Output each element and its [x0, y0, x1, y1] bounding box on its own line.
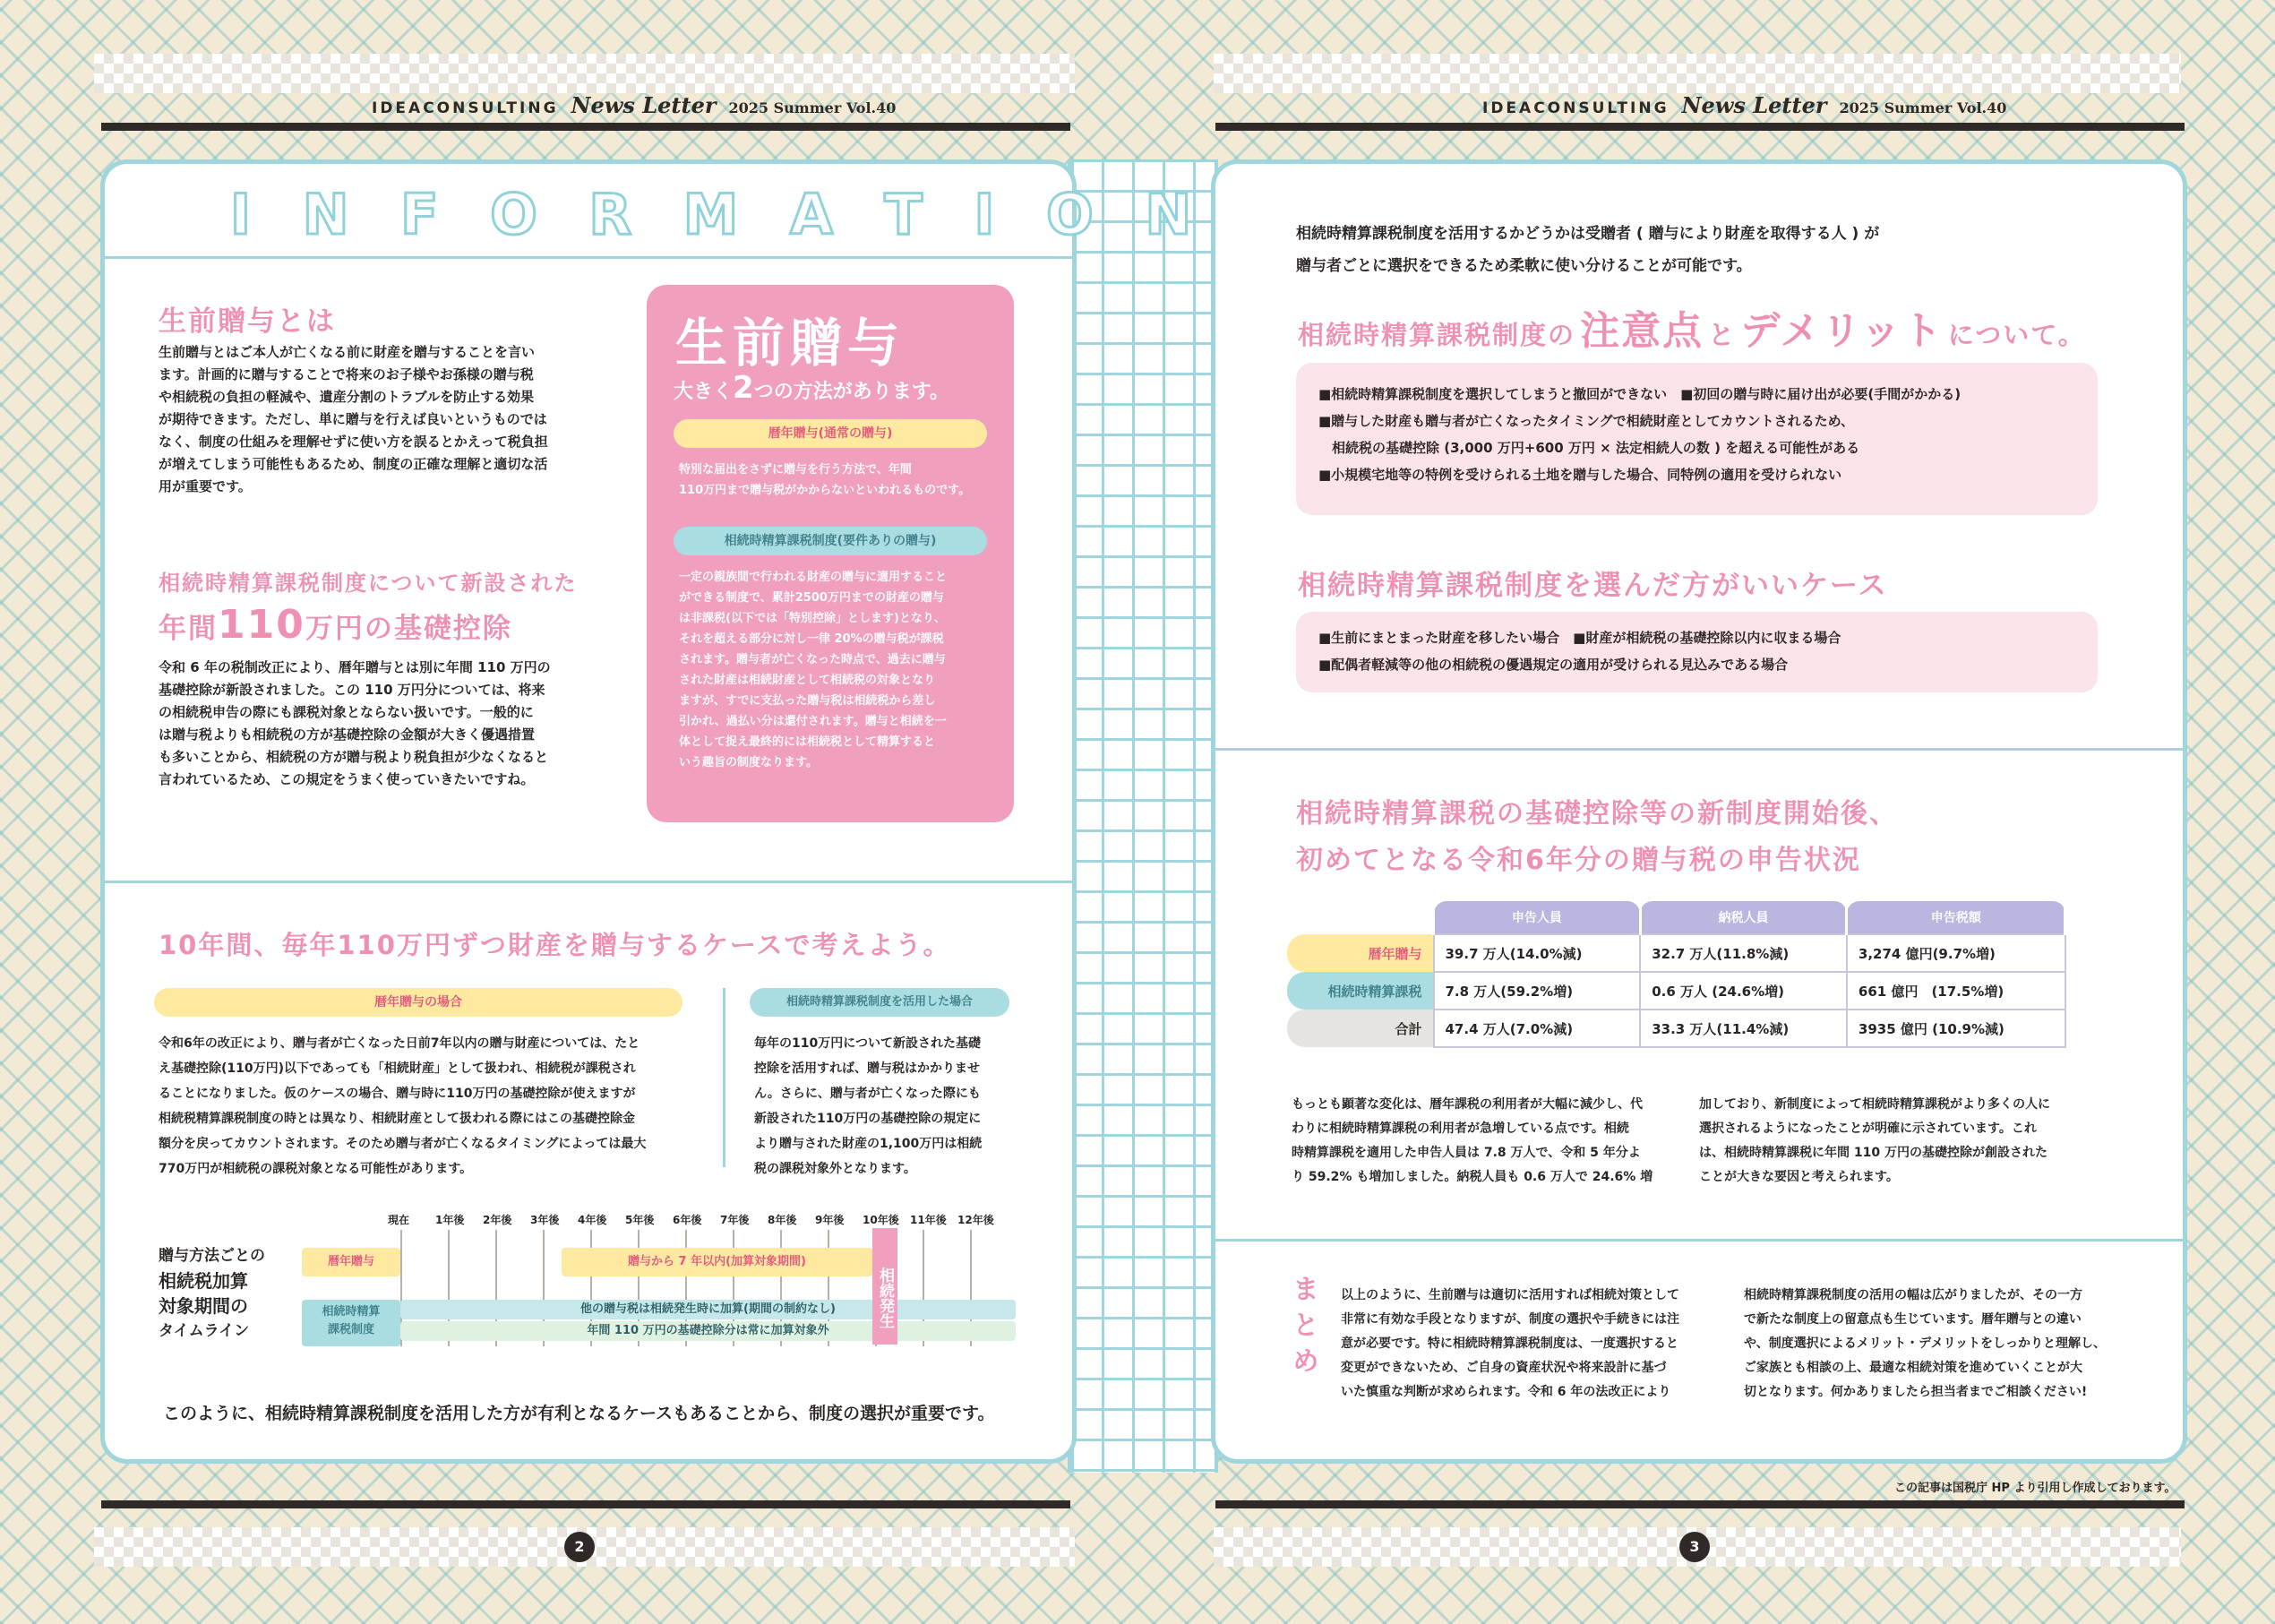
timeline-bar-calendar-period: 贈与から 7 年以内(加算対象期間)	[562, 1248, 872, 1276]
brand-name: IDEACONSULTING	[1482, 99, 1670, 117]
footer-rule-right	[1215, 1500, 2185, 1508]
timeline-tick-label: 現在	[388, 1214, 410, 1226]
header-left	[372, 92, 896, 118]
table-row	[1287, 1010, 2065, 1047]
volume-label: 2025 Summer Vol.40	[728, 99, 897, 116]
timeline-tick-label: 1年後	[435, 1214, 465, 1226]
timeline-bar-settlement-label: 相続時精算 課税制度	[302, 1300, 400, 1346]
table-corner	[1287, 901, 1434, 934]
table-row	[1287, 972, 2065, 1010]
filing-status-table	[1287, 901, 2066, 1048]
timeline-tick-label: 9年後	[815, 1214, 845, 1226]
table-cell: 3935 億円 (10.9%減)	[1847, 1010, 2065, 1047]
gift-methods-card	[647, 285, 1014, 822]
row-label: 合計	[1287, 1010, 1434, 1047]
volume-label: 2025 Summer Vol.40	[1839, 99, 2007, 116]
table-cell: 7.8 万人(59.2%増)	[1434, 972, 1641, 1010]
section-heading-case-study: 10年間、毎年110万円ずつ財産を贈与するケースで考えよう。	[159, 930, 951, 960]
table-cell: 661 億円 (17.5%増)	[1847, 972, 2065, 1010]
heading-filing-status: 相続時精算課税の基礎控除等の新制度開始後、 初めてとなる令和6年分の贈与税の申告状況	[1296, 798, 1898, 876]
table-cell: 32.7 万人(11.8%減)	[1640, 934, 1847, 972]
right-panel	[1211, 159, 2187, 1464]
table-cell: 33.3 万人(11.4%減)	[1640, 1010, 1847, 1047]
section-divider	[105, 881, 1072, 883]
conclusion-text: このように、相続時精算課税制度を活用した方が有利となるケースもあることから、制度の選択が重要です。	[163, 1404, 995, 1423]
page-number-left: 2	[564, 1532, 595, 1562]
binding-grid	[1068, 159, 1218, 1473]
summary-col-a: 以上のように、生前贈与は適切に活用すれば相続対策として 非常に有効な手段となりますが、制度の選択や手続きには注 意が必要です。特に相続時精算課税制度は、一度選択すると 変更ができないため、ご自身の資産状況や将来設計に基づ いた慎重な判断が求められます。令和 6 年の法改正により	[1341, 1288, 1679, 1399]
timeline-tick-label: 7年後	[720, 1214, 750, 1226]
checker-strip-top-left	[94, 54, 1075, 93]
recommended-cases-box	[1296, 612, 2098, 692]
heading-recommended-cases: 相続時精算課税制度を選んだ方がいいケース	[1298, 570, 1888, 602]
timeline-bar-settlement-addition: 他の贈与税は相続発生時に加算(期間の制約なし)	[400, 1300, 1016, 1319]
pill-settlement-taxation: 相続時精算課税制度(要件ありの贈与)	[674, 527, 987, 555]
newsletter-logo: News Letter	[1681, 92, 1827, 118]
section-body-what-is-gift: 生前贈与とはご本人が亡くなる前に財産を贈与することを言い ます。計画的に贈与することで将来のお子様やお孫様の贈与税 や相続税の負担の軽減や、遺産分割のトラブルを防止する効果 が期待できます。ただし、単に贈与を行えば良いというものでは なく、制度の仕組みを理解せずに使い方を誤るとかえって税負担 が増えてしまう可能性もあるため、制度の正確な理解と適切な活 用が重要です。	[159, 344, 548, 494]
case-column-divider	[723, 988, 725, 1167]
table-cell: 0.6 万人 (24.6%増)	[1640, 972, 1847, 1010]
row-label: 暦年贈与	[1287, 934, 1434, 972]
brand-name: IDEACONSULTING	[372, 99, 559, 117]
timeline-tick-label: 3年後	[530, 1214, 560, 1226]
table-header: 申告税額	[1847, 901, 2065, 934]
pill-calendar-gift: 暦年贈与(通常の贈与)	[674, 419, 987, 448]
pill-calendar-case: 暦年贈与の場合	[154, 988, 682, 1017]
header-rule-right	[1215, 123, 2185, 131]
table-row	[1287, 934, 2065, 972]
timeline-tick-label: 4年後	[578, 1214, 607, 1226]
newsletter-logo: News Letter	[571, 92, 717, 118]
timeline	[302, 1212, 1018, 1382]
section-body-new-deduction: 令和 6 年の税制改正により、暦年贈与とは別に年間 110 万円の 基礎控除が新設されました。この 110 万円分については、将来 の相続税申告の際にも課税対象とならない扱いです。一般的に は贈与税よりも相続税の方が基礎控除の金額が大きく優遇措置 も多いことから、相続税の方が贈与税より税負担が少なくなると 言われているため、この規定をうまく使っていきたいですね。	[159, 659, 551, 787]
card-text-calendar: 特別な届出をさずに贈与を行う方法で、年間 110万円まで贈与税がかからないといわれるものです。	[679, 463, 971, 497]
intro-text: 相続時精算課税制度を活用するかどうかは受贈者 ( 贈与により財産を取得する人 ) が 贈与者ごとに選択をできるため柔軟に使い分けることが可能です。	[1296, 225, 1880, 275]
source-footnote: この記事は国税庁 HP より引用し作成しております。	[1894, 1482, 2176, 1495]
footer-rule-left	[101, 1500, 1070, 1508]
section-divider	[1215, 1239, 2183, 1242]
cautions-list: ■相続時精算課税制度を選択してしまうと撤回ができない ■初回の贈与時に届け出が必要(手間がかかる) ■贈与した財産も贈与者が亡くなったタイミングで相続財産としてカウントされるため、 相続税の基礎控除 (3,000 万円+600 万円 × 法定相続人の数 ) を超える可能性がある ■小規模宅地等の特例を受けられる土地を贈与した場合、同特例の適用を受けられない	[1318, 386, 1962, 483]
card-title: 生前贈与	[675, 313, 906, 374]
table-cell: 47.4 万人(7.0%減)	[1434, 1010, 1641, 1047]
title-divider	[105, 256, 1072, 259]
timeline-tick-label: 2年後	[483, 1214, 512, 1226]
header-right	[1482, 92, 2006, 118]
timeline-tick-label: 5年後	[625, 1214, 655, 1226]
card-subtitle: 大きく2つの方法があります。	[674, 370, 949, 406]
pill-settlement-case: 相続時精算課税制度を活用した場合	[750, 988, 1009, 1017]
row-label: 相続時精算課税	[1287, 972, 1434, 1010]
heading-cautions: 相続時精算課税制度の 注意点 と デメリット について。	[1298, 308, 2086, 354]
recommended-cases-list: ■生前にまとまった財産を移したい場合 ■財産が相続税の基礎控除以内に収まる場合 ■配偶者軽減等の他の相続税の優遇規定の適用が受けられる見込みである場合	[1318, 630, 1841, 673]
timeline-tick-label: 10年後	[863, 1214, 899, 1226]
header-rule-left	[101, 123, 1070, 131]
section-heading-what-is-gift: 生前贈与とは	[159, 305, 336, 338]
timeline-tick-label: 6年後	[673, 1214, 702, 1226]
analysis-col-b: 加しており、新制度によって相続時精算課税がより多くの人に 選択されるようになったことが明確に示されています。これ は、相続時精算課税に年間 110 万円の基礎控除が創設された ことが大きな要因と考えられます。	[1699, 1097, 2050, 1184]
section-heading-new-deduction: 相続時精算課税制度について新設された 年間110万円の基礎控除	[159, 571, 578, 648]
case-body-settlement: 毎年の110万円について新設された基礎 控除を活用すれば、贈与税はかかりませ ん。さらに、贈与者が亡くなった際にも 新設された110万円の基礎控除の規定に より贈与された財産の1,100万円は相続 税の課税対象外となります。	[754, 1036, 983, 1176]
analysis-col-a: もっとも顕著な変化は、暦年課税の利用者が大幅に減少し、代 わりに相続時精算課税の利用者が急増している点です。相続 時精算課税を適用した申告人員は 7.8 万人で、令和 5 年分よ り 59.2% も増加しました。納税人員も 0.6 万人で 24.6% 増	[1292, 1097, 1653, 1184]
checker-strip-top-right	[1214, 54, 2181, 93]
summary-col-b: 相続時精算課税制度の活用の幅は広がりましたが、その一方 で新たな制度上の留意点も生じています。暦年贈与との違い や、制度選択によるメリット・デメリットをしっかりと理解し、 ご家族とも相談の上、最適な相続対策を進めていくことが大 切となります。何かありましたら担当者までご相談ください!	[1744, 1288, 2107, 1399]
timeline-bar-settlement-exempt: 年間 110 万円の基礎控除分は常に加算対象外	[400, 1321, 1016, 1341]
page-number-right: 3	[1679, 1532, 1710, 1562]
timeline-tick-label: 12年後	[957, 1214, 994, 1226]
timeline-tick-label: 11年後	[910, 1214, 947, 1226]
timeline-bar-calendar-label: 暦年贈与	[302, 1248, 400, 1276]
section-divider	[1215, 748, 2183, 751]
left-panel	[100, 159, 1208, 1464]
table-header: 申告人員	[1434, 901, 1641, 934]
timeline-death-marker: 相続発生	[872, 1228, 897, 1345]
information-title: I N F O R M A T I O N	[230, 182, 1208, 247]
table-header: 納税人員	[1640, 901, 1847, 934]
timeline-label: 贈与方法ごとの 相続税加算 対象期間の タイムライン	[159, 1247, 265, 1340]
case-body-calendar: 令和6年の改正により、贈与者が亡くなった日前7年以内の贈与財産については、たと え基礎控除(110万円)以下であっても「相続財産」として扱われ、相続税が課税され ることになりました。仮のケースの場合、贈与時に110万円の基礎控除が使えますが 相続税精算課税制度の時とは異なり、相続財産として扱われる際にはこの基礎控除金 額分を戻ってカウントされます。そのため贈与者が亡くなるタイミングによっては最大 770万円が相続税の課税対象となる可能性があります。	[159, 1036, 647, 1176]
timeline-tick-label: 8年後	[768, 1214, 797, 1226]
cautions-box	[1296, 363, 2098, 515]
table-cell: 3,274 億円(9.7%増)	[1847, 934, 2065, 972]
card-text-settlement: 一定の親族間で行われる財産の贈与に適用すること ができる制度で、累計2500万円までの財産の贈与 は非課税(以下では「特別控除」とします)となり、 それを超える部分に対し一律 20%の贈与税が課税 されます。贈与者が亡くなった時点で、過去に贈与 された財産は相続財産として相続税の対象となり ますが、すでに支払った贈与税は相続税から差し 引かれ、過払い分は還付されます。贈与と相続を一 体として捉え最終的には相続税として精算すると いう趣旨の制度なります。	[679, 571, 948, 769]
summary-label: まとめ	[1287, 1275, 1318, 1382]
table-cell: 39.7 万人(14.0%減)	[1434, 934, 1641, 972]
